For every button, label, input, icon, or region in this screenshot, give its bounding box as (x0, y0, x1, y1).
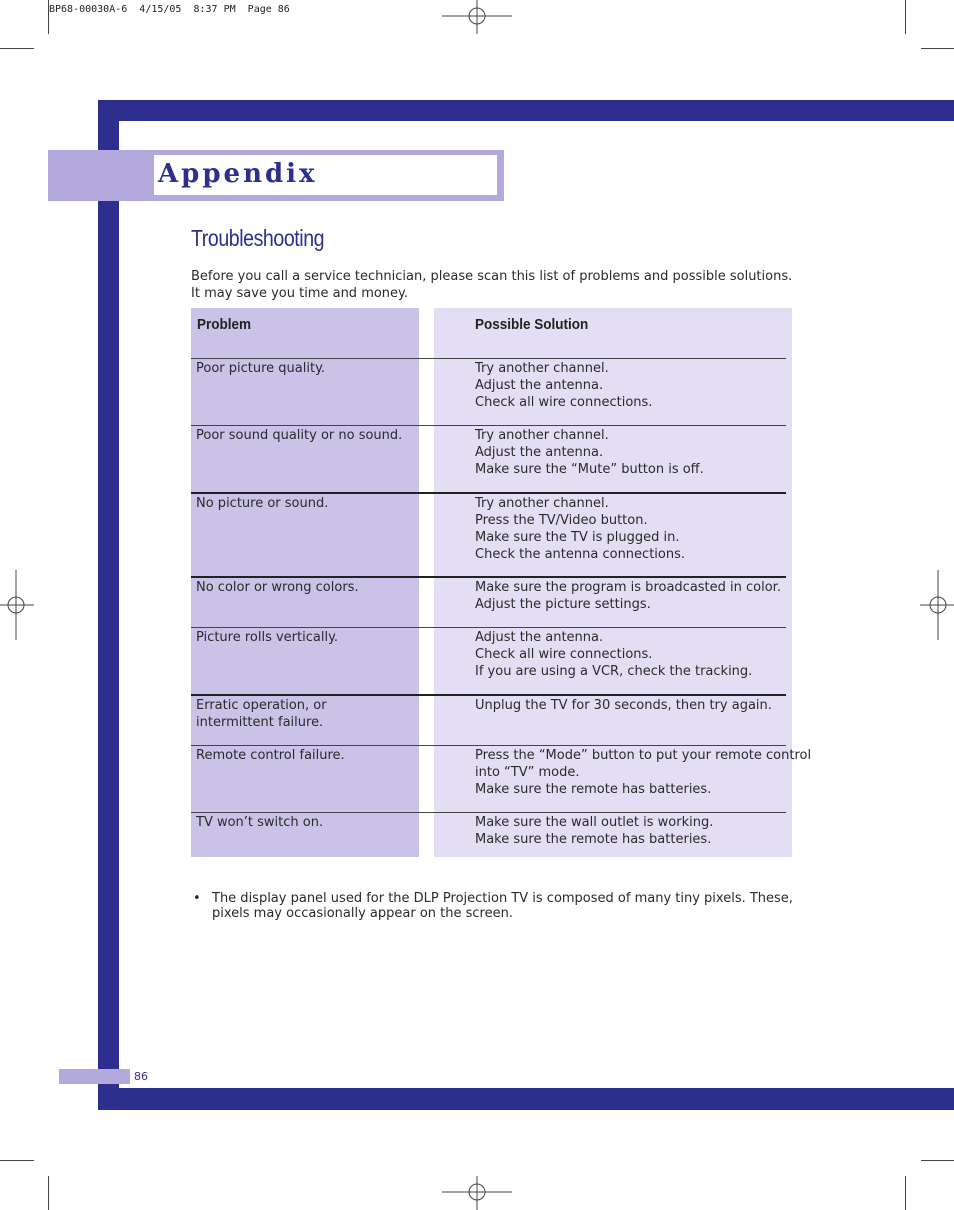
crop-mark (905, 0, 906, 34)
solution-cell (475, 814, 713, 848)
row-separator (191, 627, 786, 628)
solution-text: Adjust the antenna. (475, 378, 604, 393)
registration-mark-bottom (442, 1176, 512, 1210)
row-separator (191, 576, 786, 578)
problem-cell (196, 427, 402, 444)
solution-text: Make sure the program is broadcasted in color. (475, 580, 781, 595)
footnote-text: The display panel used for the DLP Projection TV is composed of many tiny pixels. These, pixels may occasionally appear on the screen. (212, 891, 793, 921)
solution-text: Check the antenna connections. (475, 547, 685, 562)
problem-cell (196, 360, 325, 377)
solution-cell (475, 360, 652, 411)
problem-text: intermittent failure. (196, 715, 324, 730)
problem-text: Picture rolls vertically. (196, 630, 339, 645)
solution-cell (475, 579, 781, 613)
problem-cell (196, 629, 338, 646)
solution-text: Adjust the antenna. (475, 630, 604, 645)
solution-text: into “TV” mode. (475, 765, 580, 780)
solution-text: Adjust the antenna. (475, 445, 604, 460)
page-frame-left (98, 100, 119, 1110)
problem-text: Poor sound quality or no sound. (196, 428, 403, 443)
registration-mark-left (0, 570, 34, 640)
row-separator (191, 745, 786, 746)
solution-text: Try another channel. (475, 428, 609, 443)
crop-mark (921, 1160, 954, 1161)
problem-cell (196, 495, 328, 512)
row-separator (191, 492, 786, 494)
row-separator (191, 425, 786, 426)
row-separator (191, 694, 786, 696)
solution-text: Adjust the picture settings. (475, 597, 651, 612)
registration-mark-right (920, 570, 954, 640)
problem-cell (196, 579, 359, 596)
solution-cell (475, 747, 811, 798)
solution-text: Make sure the “Mute” button is off. (475, 462, 704, 477)
intro-paragraph (191, 268, 792, 302)
solution-text: Make sure the TV is plugged in. (475, 530, 680, 545)
problem-text: No picture or sound. (196, 496, 329, 511)
solution-text: If you are using a VCR, check the tracking. (475, 664, 753, 679)
crop-mark (905, 1176, 906, 1210)
row-separator (191, 812, 786, 813)
solution-text: Try another channel. (475, 496, 609, 511)
crop-mark (921, 48, 954, 49)
solution-cell (475, 629, 752, 680)
page-frame-bottom (98, 1088, 954, 1110)
problem-text: No color or wrong colors. (196, 580, 359, 595)
page-frame-top (98, 100, 954, 121)
intro-line: It may save you time and money. (191, 286, 409, 301)
appendix-title: Appendix (158, 159, 318, 189)
solution-text: Unplug the TV for 30 seconds, then try again. (475, 698, 772, 713)
solution-text: Try another channel. (475, 361, 609, 376)
registration-mark-top (442, 0, 512, 34)
problem-text: Remote control failure. (196, 748, 345, 763)
solution-text: Check all wire connections. (475, 395, 653, 410)
solution-text: Check all wire connections. (475, 647, 653, 662)
solution-text: Make sure the remote has batteries. (475, 832, 712, 847)
problem-text: Poor picture quality. (196, 361, 326, 376)
problem-cell (196, 747, 345, 764)
problem-column-header: Problem (197, 316, 252, 333)
crop-mark (48, 1176, 49, 1210)
solution-text: Make sure the remote has batteries. (475, 782, 712, 797)
row-separator (191, 358, 786, 359)
problem-text: Erratic operation, or (196, 698, 327, 713)
bullet-icon: • (193, 891, 201, 906)
solution-text: Make sure the wall outlet is working. (475, 815, 714, 830)
solution-text: Press the “Mode” button to put your remote control (475, 748, 812, 763)
page-number: 86 (134, 1070, 148, 1083)
solution-text: Press the TV/Video button. (475, 513, 648, 528)
solution-cell (475, 427, 704, 478)
section-title: Troubleshooting (191, 225, 325, 251)
intro-line: Before you call a service technician, please scan this list of problems and possible solutions. (191, 269, 793, 284)
crop-mark (0, 48, 34, 49)
page-number-tab (59, 1069, 130, 1084)
crop-mark (0, 1160, 34, 1161)
problem-cell (196, 697, 327, 731)
solution-cell (475, 697, 772, 714)
problem-cell (196, 814, 323, 831)
problem-text: TV won’t switch on. (196, 815, 324, 830)
print-header: BP68-00030A-6 4/15/05 8:37 PM Page 86 (49, 4, 290, 15)
solution-column-header: Possible Solution (475, 316, 589, 333)
crop-mark (48, 0, 49, 34)
solution-cell (475, 495, 685, 563)
